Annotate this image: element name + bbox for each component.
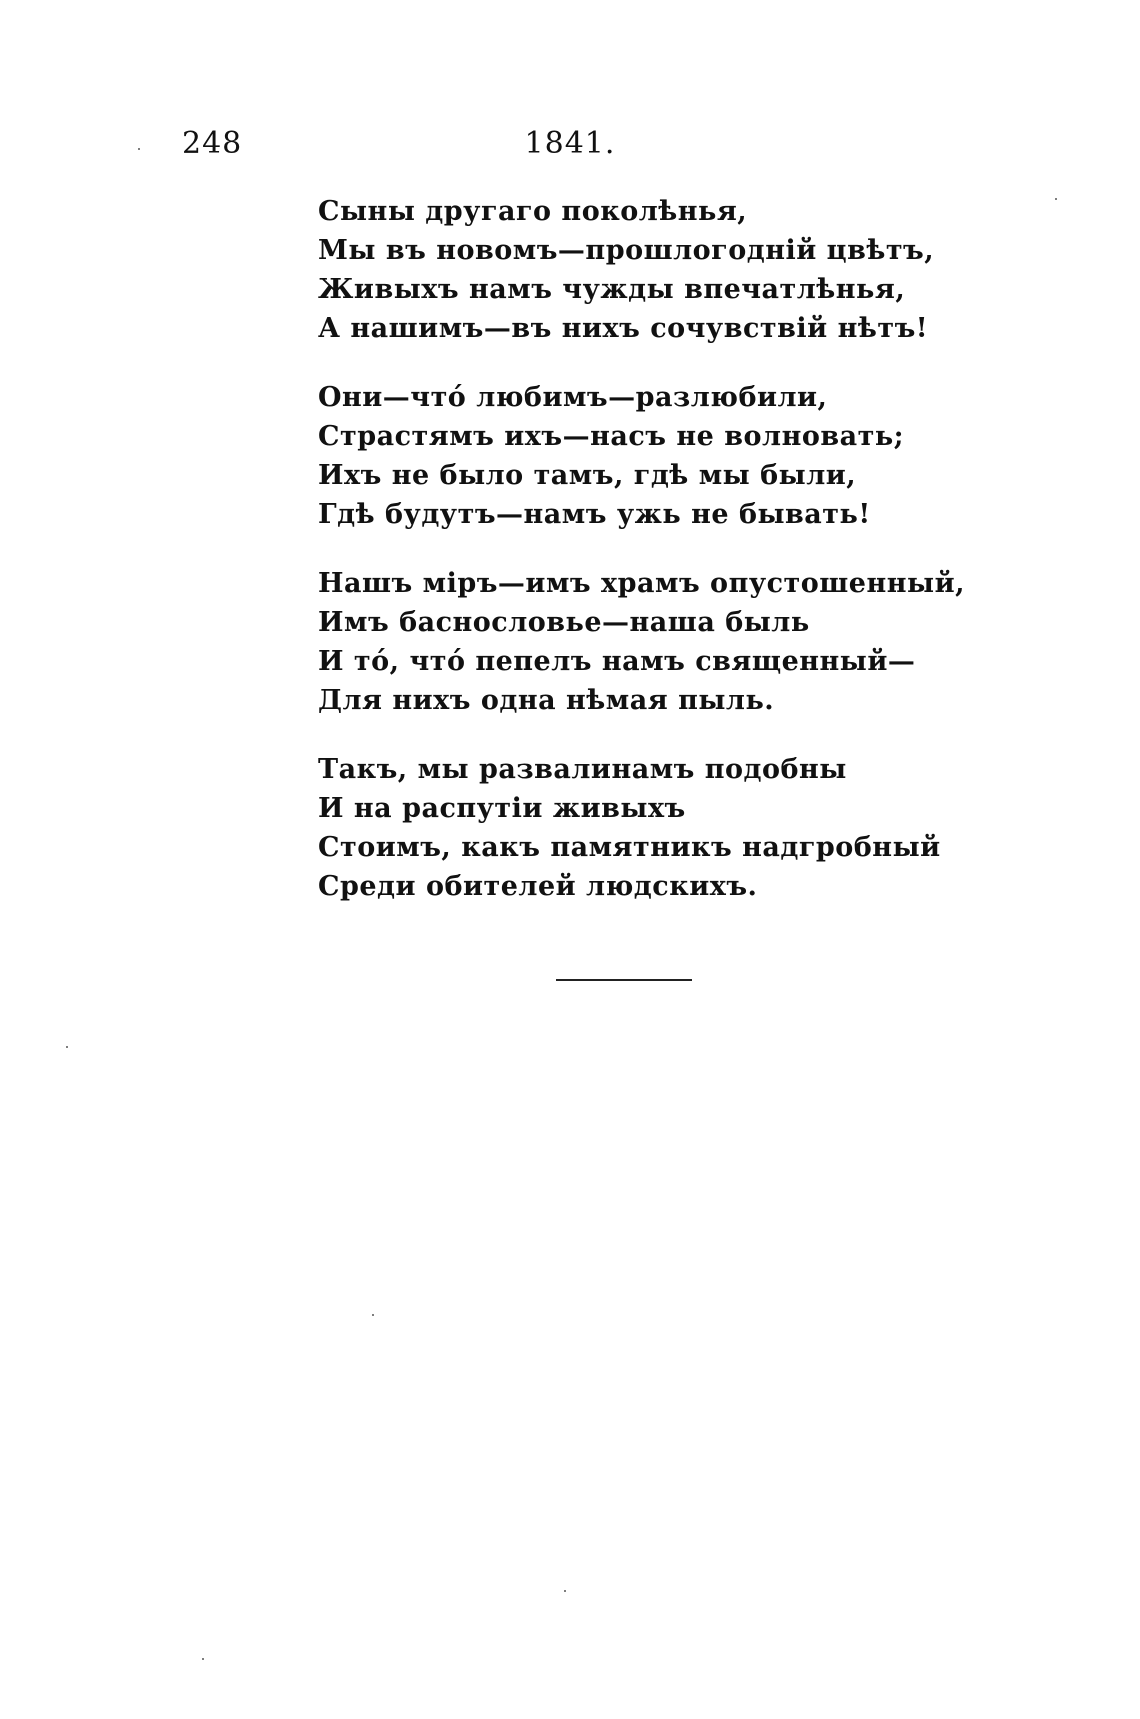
stanza-2 <box>318 378 1038 534</box>
scan-speck <box>138 148 140 150</box>
scan-speck <box>202 1658 204 1660</box>
poem-line: И на распутіи живыхъ <box>318 793 686 824</box>
page-number: 248 <box>182 126 243 161</box>
poem-line: Такъ, мы развалинамъ подобны <box>318 754 847 785</box>
poem-line: Живыхъ намъ чужды впечатлѣнья, <box>318 274 906 305</box>
poem-line: Мы въ новомъ—прошлогодній цвѣтъ, <box>318 235 935 266</box>
stanza-3 <box>318 564 1038 720</box>
poem-line: И то́, что́ пепелъ намъ священный— <box>318 646 916 677</box>
scan-speck <box>372 1314 374 1316</box>
poem-line: Они—что́ любимъ—разлюбили, <box>318 382 828 413</box>
poem-line: Сыны другаго поколѣнья, <box>318 196 748 227</box>
poem-line: Имъ баснословье—наша быль <box>318 607 810 638</box>
poem-text <box>318 192 1038 936</box>
poem-line: Нашъ міръ—имъ храмъ опустошенный, <box>318 568 966 599</box>
scan-speck <box>1055 198 1057 200</box>
poem-line: Стоимъ, какъ памятникъ надгробный <box>318 832 941 863</box>
poem-line: Среди обителей людскихъ. <box>318 871 758 902</box>
stanza-1 <box>318 192 1038 348</box>
poem-line: Страстямъ ихъ—насъ не волновать; <box>318 421 905 452</box>
running-head-year: 1841. <box>524 126 616 161</box>
stanza-4 <box>318 750 1038 906</box>
scan-speck <box>66 1046 68 1048</box>
scan-speck <box>564 1590 566 1592</box>
poem-line: Для нихъ одна нѣмая пыль. <box>318 685 775 716</box>
poem-line: Гдѣ будутъ—намъ ужь не бывать! <box>318 499 871 530</box>
poem-line: А нашимъ—въ нихъ сочувствій нѣтъ! <box>318 313 929 344</box>
poem-line: Ихъ не было тамъ, гдѣ мы были, <box>318 460 857 491</box>
closing-rule-divider <box>556 979 692 981</box>
